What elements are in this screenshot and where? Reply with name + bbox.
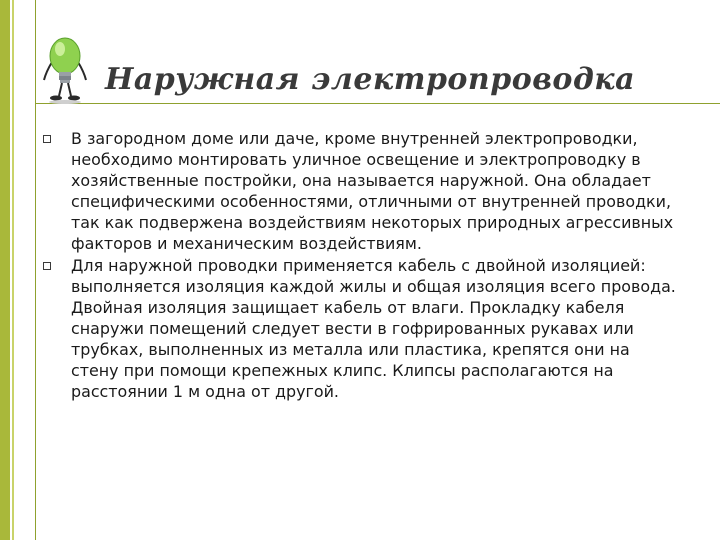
vertical-divider — [35, 0, 36, 540]
left-accent-bar — [0, 0, 10, 540]
bullet-item — [42, 255, 682, 403]
bullet-text: Для наружной проводки применяется кабель с двойной изоляцией: выполняется изоляция каждой жилы и общая изоляция всего провода. Двойная изоляция защищает кабель от влаги. Прокладку кабеля снаружи помещений следует вести в гофрированных рукавах или трубках, выполненных из металла или пластика, крепятся они на стену при помощи крепежных клипс. Клипсы располагаются на расстоянии 1 м одна от другой. — [71, 255, 676, 402]
bullet-item — [42, 128, 682, 255]
hollow-square-bullet-icon — [43, 262, 51, 270]
left-accent-stripe — [12, 0, 14, 540]
green-lightbulb-character-icon — [40, 34, 90, 104]
title-underline — [35, 103, 720, 104]
slide-title: Наружная электропроводка — [105, 62, 636, 97]
bullet-list — [42, 128, 682, 402]
hollow-square-bullet-icon — [43, 135, 51, 143]
bullet-text: В загородном доме или даче, кроме внутренней электропроводки, необходимо монтировать уличное освещение и электропроводку в хозяйственные постройки, она называется наружной. Она обладает специфическими особенностями, отличными от внутренней проводки, так как подвержена воздействиям некоторых природных агрессивных факторов и механическим воздействиям. — [71, 129, 674, 254]
